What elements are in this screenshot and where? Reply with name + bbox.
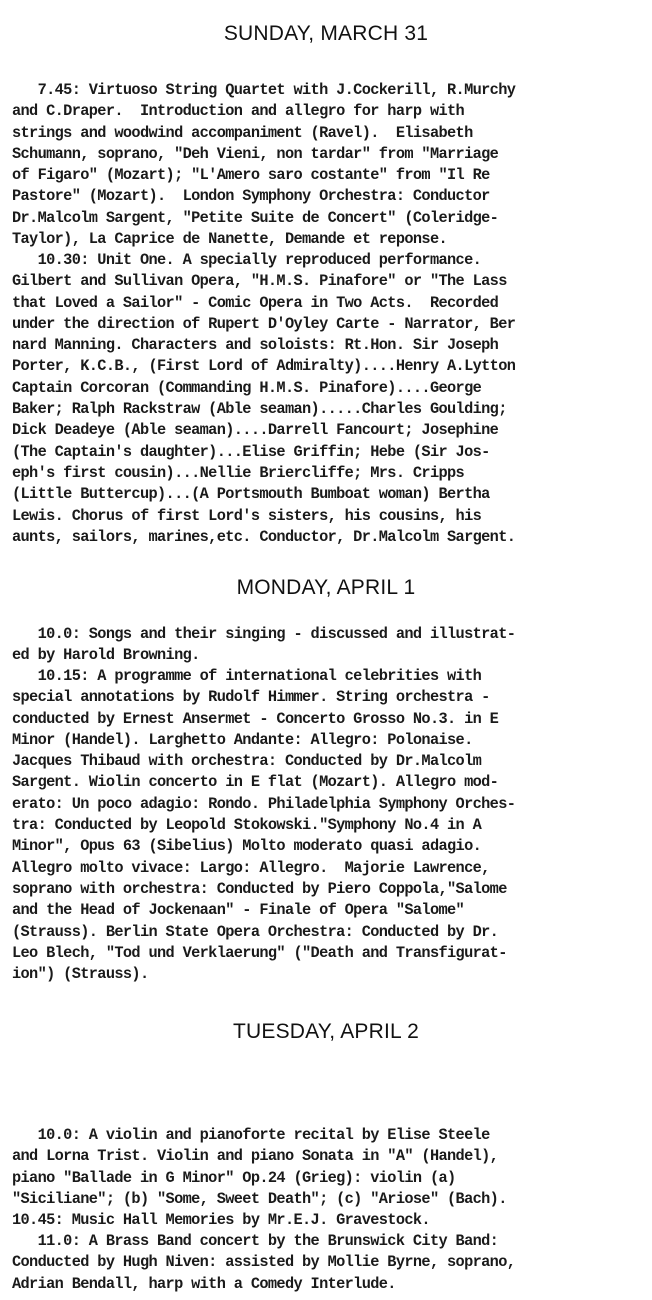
programme-entry: 10.0: Songs and their singing - discussed and illustrat- ed by Harold Browning. (12, 625, 516, 665)
programme-entry: 10.30: Unit One. A specially reproduced performance. Gilbert and Sullivan Opera, "H.M.S. Pinafore" or "The Lass that Loved a Sailor" - Comic Opera in Two Acts. Recorded under the direction of Rupert D'Oyley Carte - Narrator, Ber nard Manning. Characters and soloists: Rt.Hon. Sir Joseph Porter, K.C.B., (First Lord of Admiralty)....Henry A.Lytton Captain Corcoran (Commanding H.M.S. Pinafore)....George Baker; Ralph Rackstraw (Able seaman).....Charles Goulding; Dick Deadeye (Able seaman)....Darrell Fancourt; Josephine (The Captain's daughter)...Elise Griffin; Hebe (Sir Jos- eph's first cousin)...Nellie Briercliffe; Mrs. Cripps (Little Buttercup)...(A Portsmouth Bumboat woman) Bertha Lewis. Chorus of first Lord's sisters, his cousins, his aunts, sailors, marines,etc. Conductor, Dr.Malcolm Sargent. (12, 251, 516, 546)
sunday-heading: SUNDAY, MARCH 31 (223, 22, 429, 45)
programme-entry: 10.45: Music Hall Memories by Mr.E.J. Gravestock. (12, 1211, 430, 1229)
tuesday-heading: TUESDAY, APRIL 2 (232, 1020, 420, 1043)
programme-entry: 11.0: A Brass Band concert by the Brunswick City Band: Conducted by Hugh Niven: assisted by Mollie Byrne, soprano, Adrian Bendall, harp with a Comedy Interlude. (12, 1232, 516, 1293)
programme-entry: 10.15: A programme of international celebrities with special annotations by Rudolf Himmer. String orchestra - conducted by Ernest Ansermet - Concerto Grosso No.3. in E Minor (Handel). Larghetto Andante: Allegro: Polonaise. Jacques Thibaud with orchestra: Conducted by Dr.Malcolm Sargent. Wiolin concerto in E flat (Mozart). Allegro mod- erato: Un poco adagio: Rondo. Philadelphia Symphony Orches- tra: Conducted by Leopold Stokowski."Symphony No.4 in A Minor", Opus 63 (Sibelius) Molto moderato quasi adagio. Allegro molto vivace: Largo: Allegro. Majorie Lawrence, soprano with orchestra: Conducted by Piero Coppola,"Salome and the Head of Jockenaan" - Finale of Opera "Salome" (Strauss). Berlin State Opera Orchestra: Conducted by Dr. Leo Blech, "Tod und Verklaerung" ("Death and Transfigurat- ion") (Strauss). (12, 667, 516, 984)
programme-entry: 10.0: A violin and pianoforte recital by Elise Steele and Lorna Trist. Violin and piano Sonata in "A" (Handel), piano "Ballade in G Minor" Op.24 (Grieg): violin (a) "Siciliane"; (b) "Some, Sweet Death"; (c) "Ariose" (Bach). (12, 1126, 507, 1208)
programme-entry: 7.45: Virtuoso String Quartet with J.Cockerill, R.Murchy and C.Draper. Introduction and allegro for harp with strings and woodwind accompaniment (Ravel). Elisabeth Schumann, soprano, "Deh Vieni, non tardar" from "Marriage of Figaro" (Mozart); "L'Amero saro costante" from "Il Re Pastore" (Mozart). London Symphony Orchestra: Conductor Dr.Malcolm Sargent, "Petite Suite de Concert" (Coleridge- Taylor), La Caprice de Nanette, Demande et reponse. (12, 81, 516, 249)
monday-heading: MONDAY, APRIL 1 (236, 576, 416, 599)
